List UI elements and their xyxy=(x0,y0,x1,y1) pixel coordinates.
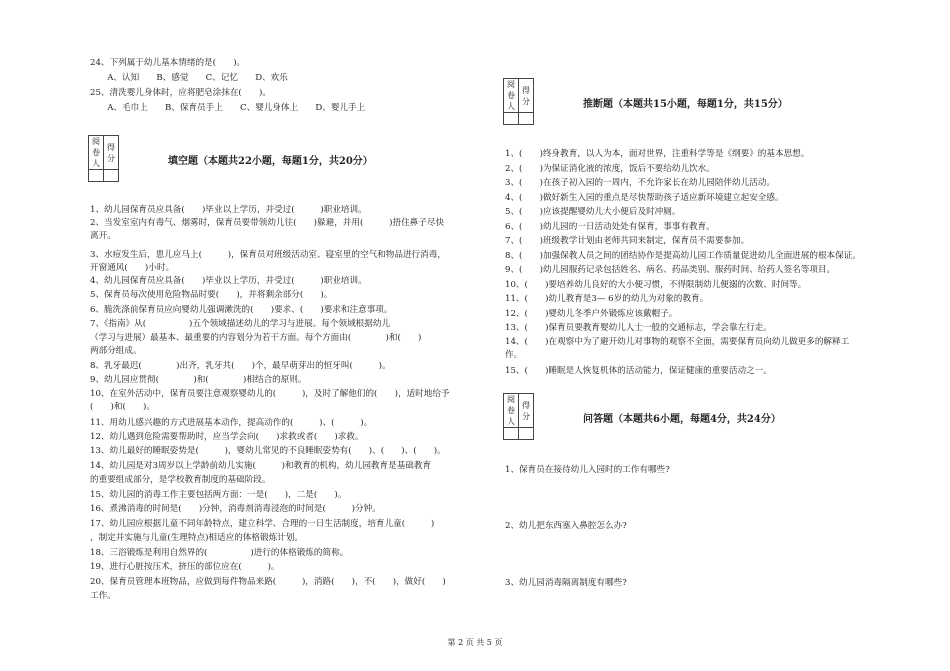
judge-question-line: 9、( )幼儿园服药记录包括姓名、病名、药品类别、服药时间、给药人签名等项目。 xyxy=(505,265,836,275)
fill-question-line: 的重要组成部分，是学校教育制度的基础阶段。 xyxy=(90,475,271,485)
judge-question-line: 5、( )应该提醒婴幼儿大小便后及时冲厕。 xyxy=(505,207,681,217)
fill-question-line: 工作。 xyxy=(90,591,116,601)
reviewer-label: 阅卷人 xyxy=(504,79,519,113)
judge-question-line: 1、( )终身教育，以人为本，面对世界，注重科学等是《纲要》的基本思想。 xyxy=(505,149,810,159)
judge-question-line: 2、( )为保证消化液的浓度，饭后不要给幼儿饮水。 xyxy=(505,164,715,174)
judge-question-line: 作。 xyxy=(505,350,523,360)
qa-section-title: 问答题（本题共6小题，每题4分，共24分） xyxy=(583,414,781,425)
score-label: 得分 xyxy=(104,136,119,170)
fill-question-line: 11、用幼儿感兴趣的方式进展基本动作，提高动作的( )、( )。 xyxy=(90,418,373,428)
fill-question-line: ( )和( )。 xyxy=(90,402,155,412)
fill-question-line: 20、保育员管理本班物品，应做到每件物品来路( )，消路( )，不( )，做好( ) xyxy=(90,577,446,587)
fill-question-line: 7、《指南》从( )五个领域描述幼儿的学习与进展。每个领域根据幼儿 xyxy=(90,319,391,329)
fill-question-line: 两部分组成。 xyxy=(90,346,142,356)
fill-question-line: 18、三浴锻炼是利用自然界的( )进行的体格锻炼的简称。 xyxy=(90,548,349,558)
judge-question-line: 4、( )做好新生入园的重点是尽快帮助孩子适应新环境建立起安全感。 xyxy=(505,193,784,203)
score-cell xyxy=(519,428,534,440)
fill-question-line: 4、幼儿园保育员应具备( )毕业以上学历，并受过( )职业培训。 xyxy=(90,276,367,286)
fill-question-line: 6、脆洗涤前保育员应向婴幼儿强调漱洗的( )要求、( )要求和注意事项。 xyxy=(90,305,393,315)
fill-question-line: 17、幼儿园应根据儿童不同年龄特点，建立科学、合理的一日生活制度，培育儿童( ) xyxy=(90,519,435,529)
fill-question-line: 13、幼儿最好的睡眠姿势是( )，婴幼儿常见的不良睡眠姿势有( )、( )、( )。 xyxy=(90,446,446,456)
fill-question-line: ，制定并实施与儿童(生理特点)相适应的体格锻炼计划。 xyxy=(90,533,303,543)
fill-question-line: 14、幼儿园是对3周岁以上学龄前幼儿实施( )和教育的机构，幼儿园教育是基础教育 xyxy=(90,461,432,471)
judge-question-line: 7、( )班级教学计划由老师共同来制定，保育员不需要参加。 xyxy=(505,236,750,246)
question-line: 24、下列属于幼儿基本情绪的是( )。 xyxy=(90,58,246,68)
judge-section-title: 推断题（本题共15小题，每题1分，共15分） xyxy=(583,99,788,110)
score-table xyxy=(503,393,534,440)
qa-question: 3、幼儿园消毒隔离制度有哪些? xyxy=(505,578,627,588)
fill-question-line: （学习与进展）最基本、最重要的内容划分为若干方面。每个方面由( )和( ) xyxy=(90,333,422,343)
fill-question-line: 12、幼儿遇到危险需要帮助时，应当学会向( )求救或者( )求救。 xyxy=(90,432,364,442)
judge-question-line: 13、( )保育员要教育婴幼儿人士一般的交通标志，学会靠左行走。 xyxy=(505,323,772,333)
fill-question-line: 8、乳牙最迟( )出齐，乳牙共( )个，最早萌芽出的恒牙叫( )。 xyxy=(90,361,391,371)
qa-question: 2、幼儿把东西塞入鼻腔怎么办? xyxy=(505,521,627,531)
reviewer-cell xyxy=(504,113,519,125)
fill-question-line: 开窗通风( )小时。 xyxy=(90,263,175,273)
options-line: A、认知 B、感觉 C、记忆 D、欢乐 xyxy=(90,73,288,83)
fill-question-line: 19、进行心脏按压术，挤压的部位应在( )。 xyxy=(90,562,280,572)
judge-question-line: 14、( )在观察中为了避开幼儿对事物的观察不全面，需要保育员向幼儿做更多的解释工 xyxy=(505,337,850,347)
fill-question-line: 3、水痘发生后，患儿应马上( )，保育员对班级活动室、寝室里的空气和物品进行消毒， xyxy=(90,250,446,260)
score-cell xyxy=(104,170,119,182)
reviewer-cell xyxy=(504,428,519,440)
judge-question-line: 10、( )要培养幼儿良好的大小便习惯，不得限制幼儿便溺的次数、时间等。 xyxy=(505,280,807,290)
fill-question-line: 5、保育员每次使用危险物品时要( )，并将剩余部分( )。 xyxy=(90,290,333,300)
reviewer-label: 阅卷人 xyxy=(89,136,104,170)
fill-question-line: 15、幼儿园的消毒工作主要包括两方面：一是( )，二是( )。 xyxy=(90,490,347,500)
fill-question-line: 离开。 xyxy=(90,231,116,241)
fill-question-line: 2、当发室室内有毒气、烟雾时，保育员要带领幼儿往( )躲避，并用( )捂住鼻子尽快 xyxy=(90,218,445,228)
judge-question-line: 3、( )在孩子初入园的一周内，不允许家长在幼儿园陪伴幼儿活动。 xyxy=(505,178,775,188)
score-table xyxy=(503,78,534,125)
reviewer-label: 阅卷人 xyxy=(504,394,519,428)
score-table xyxy=(88,135,119,182)
score-cell xyxy=(519,113,534,125)
fill-section-title: 填空题（本题共22小题，每题1分，共20分） xyxy=(168,156,373,167)
fill-question-line: 16、煮沸消毒的时间是( )分钟，消毒剂消毒浸泡的时间是( )分钟。 xyxy=(90,504,381,514)
qa-question: 1、保育员在接待幼儿入园时的工作有哪些? xyxy=(505,465,670,475)
question-line: 25、清洗婴儿身体时，应将肥皂涂抹在( )。 xyxy=(90,88,271,98)
reviewer-cell xyxy=(89,170,104,182)
judge-question-line: 8、( )加强保教人员之间的团结协作是提高幼儿园工作质量促进幼儿全面进展的根本保证。 xyxy=(505,251,861,261)
judge-question-line: 12、( )婴幼儿冬季户外锻炼应该戴帽子。 xyxy=(505,309,678,319)
page-footer: 第 2 页 共 5 页 xyxy=(447,638,503,647)
fill-question-line: 1、幼儿园保育员应具备( )毕业以上学历，并受过( )职业培训。 xyxy=(90,205,367,215)
judge-question-line: 15、( )睡眠是人恢复机体的活动能力，保证健康的重要活动之一。 xyxy=(505,366,772,376)
options-line: A、毛巾上 B、保育员手上 C、婴儿身体上 D、婴儿手上 xyxy=(90,103,366,113)
fill-question-line: 10、在室外活动中，保育员要注意观察婴幼儿的( )，及时了解他们的( )，适时地给予 xyxy=(90,389,450,399)
judge-question-line: 6、( )幼儿园的一日活动处处有保育，事事有教育。 xyxy=(505,222,715,232)
fill-question-line: 9、幼儿园应贯彻( )和( )相结合的原则。 xyxy=(90,375,307,385)
score-label: 得分 xyxy=(519,394,534,428)
judge-question-line: 11、( )幼儿教育是3— 6岁的幼儿为对象的教育。 xyxy=(505,294,709,304)
score-label: 得分 xyxy=(519,79,534,113)
